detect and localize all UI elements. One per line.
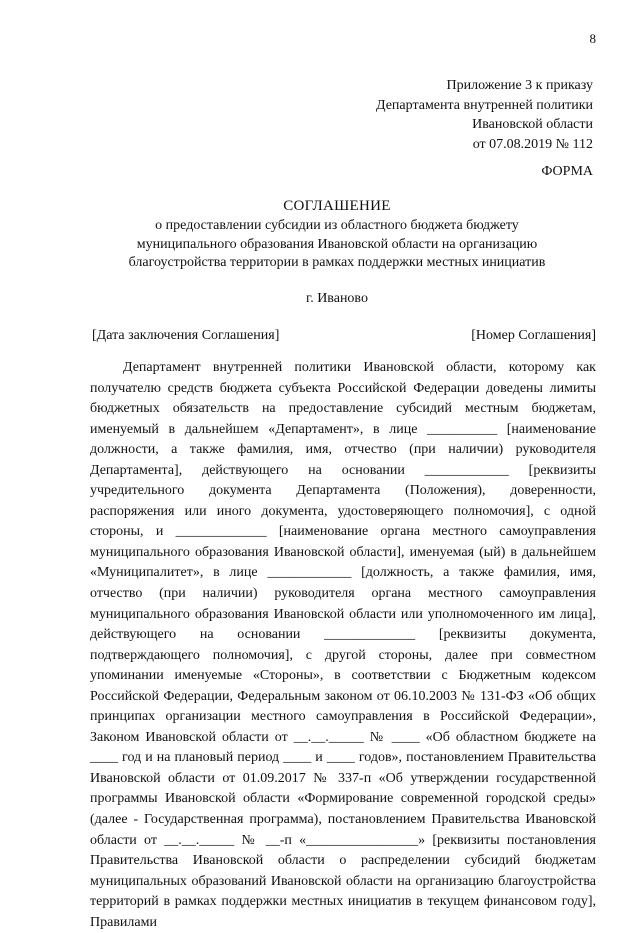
- agreement-body-paragraph: Департамент внутренней политики Ивановской области, которому как получателю средств бюджета субъекта Российской Федерации доведены лимиты бюджетных обязательств на предоставление субсидий местным бюджетам, именуемый в дальнейшем «Департамент», в лице __________ [наименование должности, а также фамилия, имя, отчество (при наличии) руководителя Департамента], действующего на основании ____________ [реквизиты учредительного документа Департамента (Положения), доверенности, распоряжения или иного документа, удостоверяющего полномочия], с одной стороны, и _____________ [наименование органа местного самоуправления муниципального образования Ивановской области], именуемая (ый) в дальнейшем «Муниципалитет», в лице ____________ [должность, а также фамилия, имя, отчество (при наличии) руководителя органа местного самоуправления муниципального образования Ивановской области или уполномоченного им лица], действующего на основании _____________ [реквизиты документа, подтверждающего полномочия], с другой стороны, далее при совместном упоминании именуемые «Стороны», в соответствии с Бюджетным кодексом Российской Федерации, Федеральным законом от 06.10.2003 № 131-ФЗ «Об общих принципах организации местного самоуправления в Российской Федерации», Законом Ивановской области от __.__._____ № ____ «Об областном бюджете на ____ год и на плановый период ____ и ____ годов», постановлением Правительства Ивановской области от 01.09.2017 № 337-п «Об утверждении государственной программы Ивановской области «Формирование современной городской среды» (далее - Государственная программа), постановлением Правительства Ивановской области от __.__._____ № __-п «________________» [реквизиты постановления Правительства Ивановской области о распределении субсидий бюджетам муниципальных образований Ивановской области на организацию благоустройства территорий в рамках поддержки местных инициатив в текущем финансовом году], Правилами: [90, 360, 596, 930]
- agreement-title: СОГЛАШЕНИЕ: [283, 198, 391, 214]
- appendix-line: от 07.08.2019 № 112: [472, 136, 593, 152]
- appendix-line: Приложение 3 к приказу: [446, 78, 593, 93]
- appendix-line: Департамента внутренней политики: [375, 97, 593, 113]
- agreement-subtitle: [78, 217, 596, 273]
- city-name: г. Иваново: [306, 291, 368, 306]
- subtitle-line: муниципального образования Ивановской области на организацию: [136, 236, 538, 252]
- page-number: 8: [589, 31, 596, 46]
- agreement-title-block: [78, 196, 596, 273]
- agreement-date-placeholder: [Дата заключения Соглашения]: [92, 328, 280, 343]
- form-label: ФОРМА: [541, 164, 593, 179]
- appendix-reference: [376, 76, 593, 154]
- subtitle-line: благоустройства территории в рамках поддержки местных инициатив: [128, 255, 546, 271]
- appendix-line: Ивановской области: [472, 117, 593, 132]
- agreement-number-placeholder: [Номер Соглашения]: [471, 328, 596, 343]
- subtitle-line: о предоставлении субсидии из областного бюджета бюджету: [155, 218, 519, 233]
